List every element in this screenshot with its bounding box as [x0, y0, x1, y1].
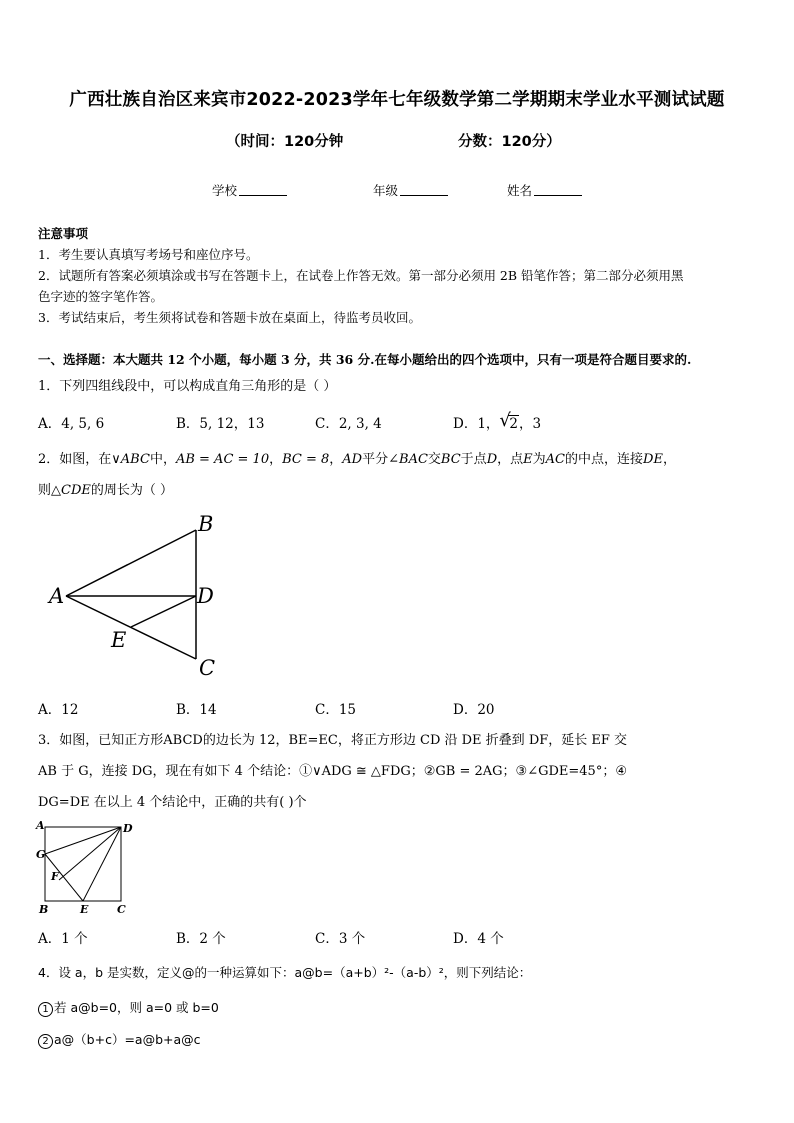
q2-text: 2．如图，在 [38, 452, 112, 467]
q2-triangle-figure [40, 505, 230, 685]
q2-option-b: B．14 [176, 702, 217, 718]
segment-de [131, 596, 196, 627]
name-label: 姓名 [507, 183, 533, 198]
q1-option-b: B．5, 12，13 [176, 416, 265, 432]
q2-text: 则 [38, 483, 52, 498]
point-label-e: E [80, 903, 89, 916]
notice-item: 3．考试结束后，考生须将试卷和答题卡放在桌面上，待监考员收回。 [38, 310, 421, 325]
q2-text: ， [329, 452, 343, 467]
q1-d-suffix: ，3 [519, 416, 542, 432]
notice-item: 1．考生要认真填写考场号和座位序号。 [38, 247, 259, 262]
point-label-c: C [117, 903, 126, 916]
segment-ab [66, 530, 196, 596]
q2-text: 于点 [460, 452, 487, 467]
q1-option-c: C．2, 3, 4 [315, 416, 382, 432]
q2-text: 的周长为（ ） [90, 483, 174, 498]
q4-conclusion-text: 若 a@b=0，则 a=0 或 b=0 [54, 1000, 219, 1015]
q2-text: 交 [427, 452, 441, 467]
q3-stem-line3: DG=DE 在以上 4 个结论中，正确的共有( )个 [38, 795, 307, 810]
q1-option-d [453, 412, 541, 432]
q2-text: 为 [532, 452, 546, 467]
q2-stem-line1 [38, 448, 676, 467]
school-blank [239, 183, 287, 196]
section-heading: 一、选择题：本大题共 12 个小题，每小题 3 分，共 36 分.在每小题给出的四个选项中，只有一项是符合题目要求的. [38, 352, 692, 367]
notice-item: 2．试题所有答案必须填涂或书写在答题卡上，在试卷上作答无效。第一部分必须用 2B 铅笔作答；第二部分必须用黑 [38, 268, 684, 283]
q1-stem: 1．下列四组线段中，可以构成直角三角形的是（ ） [38, 379, 337, 394]
segment-fd [59, 827, 121, 880]
q2-math: ∠BAC [388, 452, 428, 467]
q3-option-b: B．2 个 [176, 931, 226, 947]
point-label-d: D [123, 822, 133, 835]
q2-math: AC [545, 452, 565, 467]
point-label-a: A [36, 819, 45, 832]
point-label-g: G [36, 848, 46, 861]
q4-conclusion-text: a@（b+c）=a@b+a@c [54, 1032, 201, 1047]
circled-number: 2 [38, 1034, 53, 1049]
point-label-c: C [199, 656, 216, 680]
grade-label: 年级 [373, 183, 399, 198]
q2-option-d: D．20 [453, 702, 495, 718]
q2-math: AD [342, 452, 363, 467]
q3-stem-line2: AB 于 G，连接 DG，现在有如下 4 个结论：①∨ADG ≅ △FDG；②GB = 2AG；③∠GDE=45°；④ [38, 764, 627, 779]
q2-text: ， [662, 452, 676, 467]
q2-option-c: C．15 [315, 702, 357, 718]
q2-math: ∨ABC [111, 452, 150, 467]
q2-text: 中， [149, 452, 176, 467]
q1-d-prefix: D．1， [453, 416, 500, 432]
q2-stem-line2 [38, 479, 173, 498]
point-label-a: A [49, 584, 65, 608]
notice-item: 色字迹的签字笔作答。 [38, 289, 164, 304]
point-label-b: B [198, 512, 214, 536]
grade-field [373, 181, 448, 199]
point-label-d: D [197, 584, 214, 608]
q4-stem: 4．设 a，b 是实数，定义@的一种运算如下：a@b=（a+b）²-（a-b）²，则下列结论： [38, 965, 532, 980]
q3-stem-line1: 3．如图，已知正方形ABCD的边长为 12，BE=EC，将正方形边 CD 沿 DE 折叠到 DF，延长 EF 交 [38, 733, 628, 748]
q2-math: DE [643, 452, 663, 467]
q4-conclusion-1 [38, 998, 219, 1017]
school-label: 学校 [212, 183, 238, 198]
exam-time: （时间：120分钟 [226, 134, 344, 150]
point-label-b: B [39, 903, 49, 916]
q2-math: E [523, 452, 533, 467]
point-label-f: F [51, 870, 59, 883]
q2-text: ， [269, 452, 283, 467]
q2-option-a: A．12 [38, 702, 79, 718]
q2-math: BC = 8 [282, 452, 330, 467]
q3-square-figure [34, 818, 144, 918]
exam-title: 广西壮族自治区来宾市2022-2023学年七年级数学第二学期期末学业水平测试试题 [69, 90, 725, 110]
grade-blank [400, 183, 448, 196]
q2-math: BC [440, 452, 461, 467]
q2-text: 的中点，连接 [565, 452, 644, 467]
q1-option-a: A．4, 5, 6 [38, 416, 105, 432]
sqrt-symbol: √ 2 [499, 410, 519, 432]
name-blank [534, 183, 582, 196]
q3-option-d: D．4 个 [453, 931, 504, 947]
q2-math: △CDE [51, 483, 91, 498]
q4-conclusion-2 [38, 1030, 201, 1049]
circled-number: 1 [38, 1002, 53, 1017]
name-field [507, 181, 582, 199]
square-abcd [45, 827, 121, 901]
q3-option-c: C．3 个 [315, 931, 366, 947]
q1-d-radicand: 2 [509, 416, 519, 432]
exam-score: 分数：120分） [458, 134, 561, 150]
q2-math: AB = AC = 10 [175, 452, 270, 467]
notice-heading: 注意事项 [38, 226, 89, 241]
q2-text: 平分 [362, 452, 389, 467]
q2-math: D [486, 452, 498, 467]
q2-text: ，点 [497, 452, 524, 467]
school-field [212, 181, 287, 199]
q3-option-a: A．1 个 [38, 931, 88, 947]
point-label-e: E [111, 628, 127, 652]
